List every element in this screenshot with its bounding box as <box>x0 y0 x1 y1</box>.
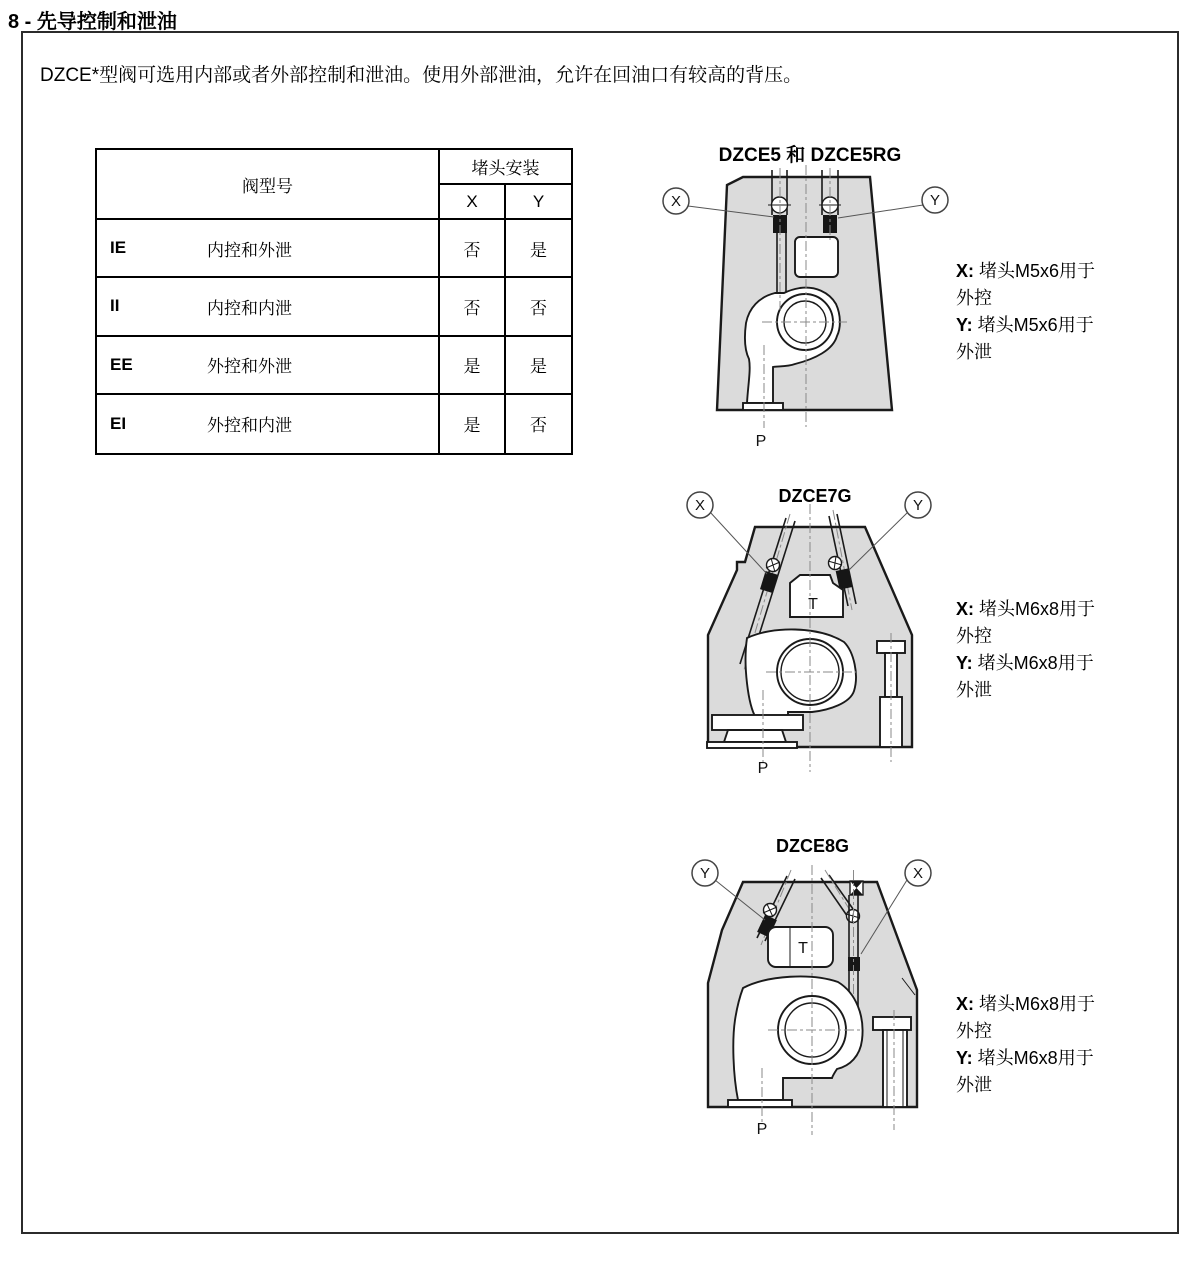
p-pedestal <box>724 730 786 742</box>
p-flange-bar <box>712 715 803 730</box>
plug-note: X: 堵头M6x8用于 外控 Y: 堵头M6x8用于 外泄 <box>956 994 1096 1095</box>
port-p-label: P <box>757 760 769 777</box>
col-header-plug: 堵头安装 <box>440 150 571 185</box>
valve-code: IE <box>110 238 127 258</box>
col-header-x: X <box>440 185 506 220</box>
cell-y: 否 <box>530 416 547 436</box>
plug-note: X: 堵头M6x8用于 外控 Y: 堵头M6x8用于 外泄 <box>956 599 1096 700</box>
stud-cap <box>873 1017 911 1030</box>
diagram-dzce7g <box>660 490 980 790</box>
diagram-dzce5 <box>640 160 970 460</box>
valve-code: II <box>110 296 120 316</box>
callout-letter: Y <box>929 192 941 209</box>
valve-code: EI <box>110 413 127 433</box>
cell-x: 否 <box>440 278 506 336</box>
page-title: 8 - 先导控制和泄油 <box>8 11 177 33</box>
callout-letter: Y <box>912 497 924 514</box>
cell-y: 否 <box>506 278 571 336</box>
valve-code: EE <box>110 354 133 374</box>
p-flange <box>743 403 783 410</box>
valve-plug-table <box>95 148 573 455</box>
callout-letter: X <box>912 865 924 882</box>
gallery-block <box>795 237 838 277</box>
valve-desc: 内控和内泄 <box>207 298 292 318</box>
table-row-model <box>97 220 440 278</box>
cell-y: 是 <box>506 337 571 395</box>
plug-note: X: 堵头M5x6用于 外控 Y: 堵头M5x6用于 外泄 <box>956 261 1096 362</box>
diagram-title-dzce7g: DZCE7G <box>778 486 852 506</box>
col-header-y: Y <box>506 185 571 220</box>
callout-letter: X <box>670 193 682 210</box>
cell-x: 是 <box>440 337 506 395</box>
cell-y: 是 <box>506 220 571 278</box>
valve-desc: 外控和外泄 <box>207 357 292 377</box>
p-base-plate <box>728 1100 792 1107</box>
diagram-dzce8g <box>660 840 980 1175</box>
p-base-plate <box>707 742 797 748</box>
port-t-label: T <box>798 940 808 957</box>
col-header-model: 阀型号 <box>97 150 440 220</box>
valve-desc: 内控和外泄 <box>207 240 292 260</box>
cell-x: 是 <box>440 395 506 453</box>
port-p-label: P <box>755 433 767 450</box>
port-t-label: T <box>808 596 818 613</box>
table-row-model <box>97 395 440 453</box>
port-p-label: P <box>756 1121 768 1138</box>
intro-paragraph: DZCE*型阀可选用内部或者外部控制和泄油。使用外部泄油，允许在回油口有较高的背压。 <box>40 65 803 86</box>
table-row-model <box>97 278 440 336</box>
diagram-title-dzce5: DZCE5 和 DZCE5RG <box>718 145 902 166</box>
diagram-title-dzce8g: DZCE8G <box>775 836 849 856</box>
callout-letter: X <box>694 497 706 514</box>
valve-desc: 外控和内泄 <box>207 416 292 436</box>
cell-x: 否 <box>440 220 506 278</box>
callout-letter: Y <box>699 865 711 882</box>
table-row-model <box>97 337 440 395</box>
